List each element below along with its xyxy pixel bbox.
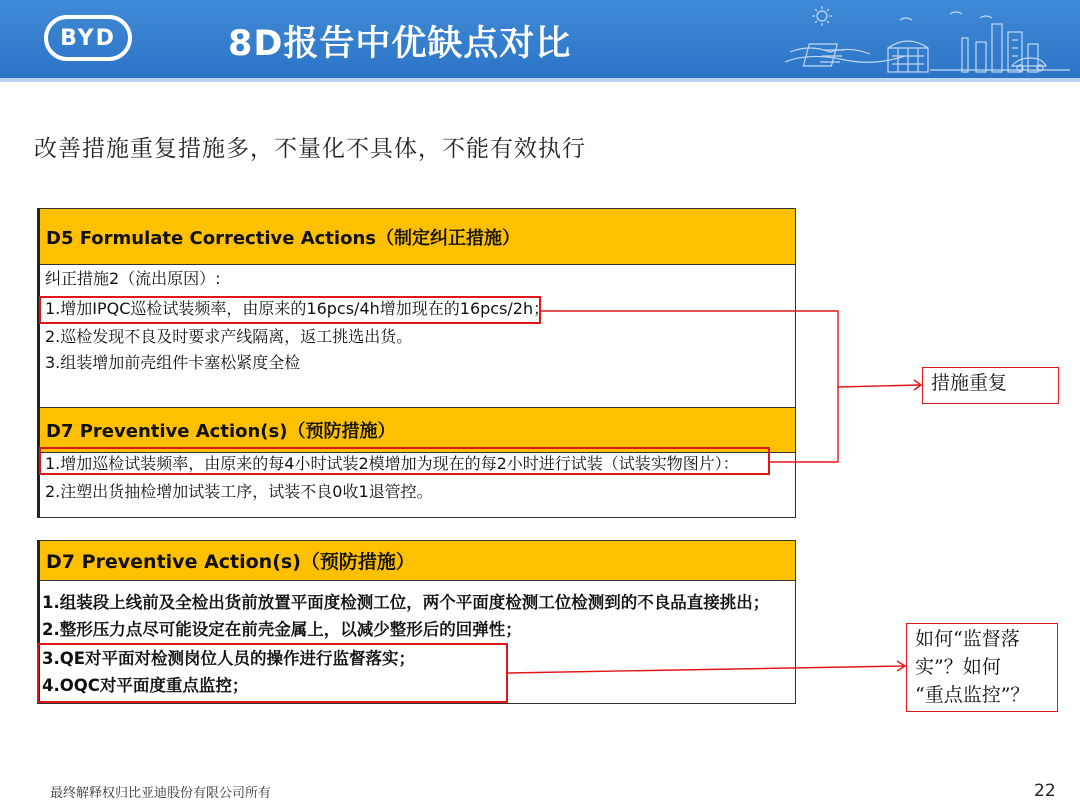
slide-subtitle: 改善措施重复措施多，不量化不具体，不能有效执行 xyxy=(34,136,586,162)
callout-repeat xyxy=(922,367,1059,404)
page-title: 8D报告中优缺点对比 xyxy=(228,24,572,64)
page-number: 22 xyxy=(1034,781,1056,801)
callout-how xyxy=(906,623,1058,712)
footer-copyright: 最终解释权归比亚迪股份有限公司所有 xyxy=(50,786,272,801)
d5-line: 2.巡检发现不良及时要求产线隔离，返工挑选出货。 xyxy=(45,327,413,346)
d7-line: 3.QE对平面对检测岗位人员的操作进行监督落实； xyxy=(42,649,416,668)
d5-line: 纠正措施2（流出原因）: xyxy=(45,269,221,288)
d5-line: 3.组装增加前壳组件卡塞松紧度全检 xyxy=(45,353,301,372)
callout-repeat-text: 措施重复 xyxy=(931,372,1008,394)
logo-text: BYD xyxy=(60,25,116,51)
callout-how-line: 如何“监督落 xyxy=(915,628,1020,650)
d7-line: 1.组装段上线前及全检出货前放置平面度检测工位，两个平面度检测工位检测到的不良品直接挑出； xyxy=(42,593,770,612)
d5-header: D5 Formulate Corrective Actions（制定纠正措施） xyxy=(40,209,795,265)
d7-line: 4.OQC对平面度重点监控； xyxy=(42,676,249,695)
d7-header: D7 Preventive Action(s)（预防措施） xyxy=(40,541,795,581)
d7-line: 1.增加巡检试装频率，由原来的每4小时试装2模增加为现在的每2小时进行试装（试装实物图片）： xyxy=(45,454,739,473)
d7-line: 2.整形压力点尽可能设定在前壳金属上，以减少整形后的回弹性； xyxy=(42,620,522,639)
d7-header: D7 Preventive Action(s)（预防措施） xyxy=(40,407,795,453)
d7-line: 2.注塑出货抽检增加试装工序，试装不良0收1退管控。 xyxy=(45,482,433,501)
callout-how-line: 实”？如何 xyxy=(915,656,1001,678)
callout-how-line: “重点监控”？ xyxy=(915,684,1030,706)
d5-line: 1.增加IPQC巡检试装频率，由原来的16pcs/4h增加现在的16pcs/2h； xyxy=(45,299,550,318)
